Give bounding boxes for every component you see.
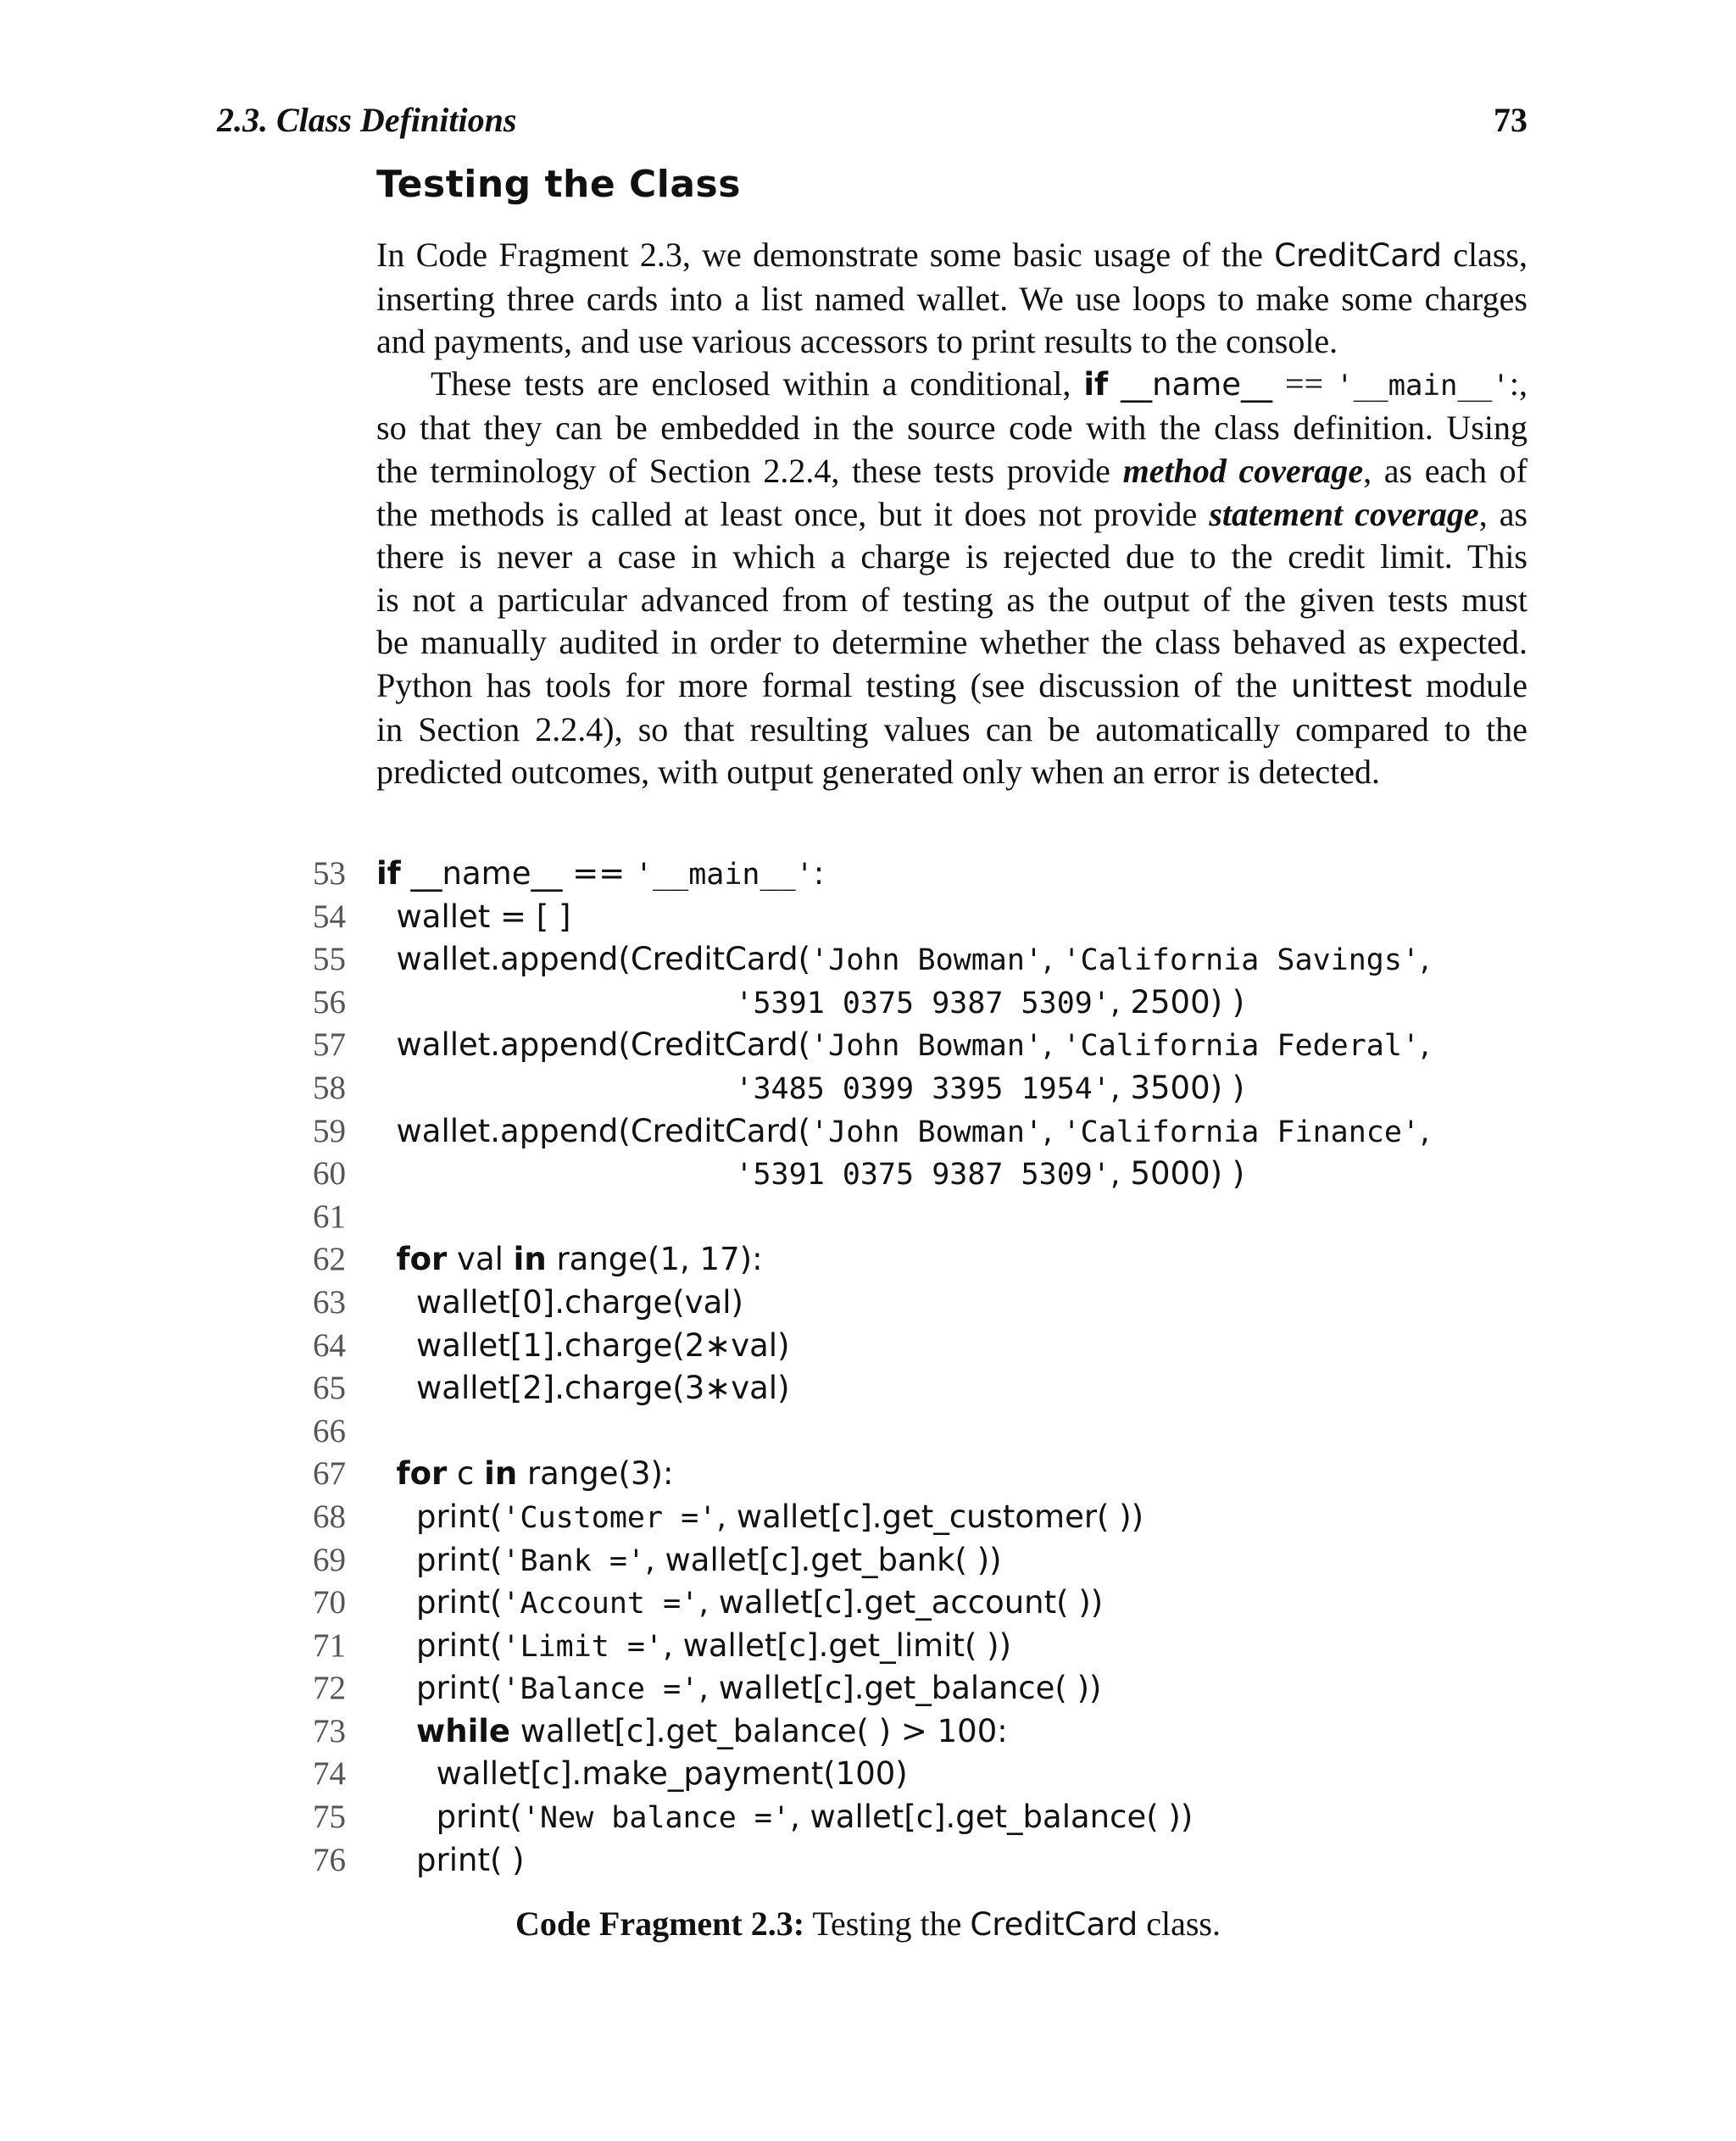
line-number: 76: [313, 1841, 346, 1878]
code-line: [288, 1410, 1560, 1454]
line-number: 73: [313, 1712, 346, 1749]
code-line: [288, 938, 1560, 982]
figure-caption: Code Fragment 2.3: Testing the CreditCard class.: [515, 1905, 1221, 1943]
code-line: [288, 1067, 1560, 1110]
paragraph-2-line-2: so that they can be embedded in the source code with the class definition. Using: [376, 409, 1527, 448]
line-number: 70: [313, 1584, 346, 1621]
line-number: 54: [313, 898, 346, 935]
code-text: print('New balance =', wallet[c].get_balance( )): [376, 1799, 1194, 1836]
code-line: [288, 1153, 1560, 1196]
code-text: print('Limit =', wallet[c].get_limit( )): [376, 1627, 1012, 1664]
code-line: [288, 1110, 1560, 1154]
paragraph-1: [376, 234, 1527, 364]
code-line: [288, 1625, 1560, 1668]
class-name-creditcard: CreditCard: [1274, 237, 1442, 274]
code-text: wallet[0].charge(val): [376, 1283, 743, 1321]
line-number: 67: [313, 1455, 346, 1493]
code-text: '3485 0399 3395 1954', 3500) ): [735, 1069, 1245, 1106]
caption-label: Code Fragment 2.3:: [515, 1905, 805, 1943]
code-text: wallet[1].charge(2∗val): [376, 1326, 790, 1364]
line-number: 61: [313, 1198, 346, 1235]
code-text: print('Bank =', wallet[c].get_bank( )): [376, 1541, 1002, 1578]
code-text: wallet[2].charge(3∗val): [376, 1370, 790, 1407]
code-text: wallet.append(CreditCard('John Bowman', 'California Federal',: [376, 1026, 1430, 1064]
line-number: 58: [313, 1069, 346, 1106]
paragraph-2-line-7: be manually audited in order to determine whether the class behaved as expected.: [376, 623, 1527, 662]
line-number: 63: [313, 1283, 346, 1321]
paragraph-2-line-9: in Section 2.2.4), so that resulting values can be automatically compared to the: [376, 709, 1527, 748]
code-text: wallet.append(CreditCard('John Bowman', 'California Savings',: [376, 941, 1430, 978]
paragraph-2-line-10: predicted outcomes, with output generated only when an error is detected.: [376, 753, 1381, 792]
term-method-coverage: method coverage: [1122, 451, 1364, 490]
paragraph-2-line-8: Python has tools for more formal testing (see discussion of the unittest module: [376, 665, 1527, 704]
term-statement-coverage: statement coverage: [1209, 494, 1479, 533]
code-text: print('Customer =', wallet[c].get_customer( )): [376, 1498, 1144, 1535]
paragraph-2-line-3: the terminology of Section 2.2.4, these tests provide method coverage, as each of: [376, 451, 1528, 490]
paragraph-2-line-4: the methods is called at least once, but it does not provide statement coverage, as: [376, 494, 1528, 533]
line-number: 66: [313, 1412, 346, 1449]
line-number: 65: [313, 1370, 346, 1407]
paragraph-1-line-3: and payments, and use various accessors to print results to the console.: [376, 322, 1338, 361]
section-title: Testing the Class: [376, 163, 741, 206]
code-text: if __name__ == '__main__':: [376, 855, 825, 892]
keyword-if: if: [1083, 365, 1109, 403]
dunder-name: __name__: [1121, 365, 1273, 403]
line-number: 56: [313, 983, 346, 1020]
code-line: [288, 1325, 1560, 1368]
paragraph-1-line-2: inserting three cards into a list named wallet. We use loops to make some charges: [376, 279, 1527, 318]
paragraph-2: [376, 363, 1527, 794]
code-line: [288, 1024, 1560, 1067]
module-unittest: unittest: [1290, 667, 1412, 704]
code-text: '5391 0375 9387 5309', 5000) ): [735, 1155, 1245, 1193]
code-line: [288, 1667, 1560, 1710]
code-line: [288, 1539, 1560, 1582]
line-number: 74: [313, 1755, 346, 1793]
line-number: 64: [313, 1326, 346, 1364]
code-text: while wallet[c].get_balance( ) > 100:: [416, 1712, 1008, 1749]
paragraph-2-line-6: is not a particular advanced from of testing as the output of the given tests must: [376, 580, 1527, 619]
code-line: [288, 1582, 1560, 1625]
code-line: [288, 1753, 1560, 1796]
code-line: [288, 982, 1560, 1025]
code-line: [288, 896, 1560, 939]
line-number: 57: [313, 1026, 346, 1064]
code-text: for val in range(1, 17):: [396, 1241, 763, 1278]
line-number: 59: [313, 1112, 346, 1149]
paragraph-2-line-5: there is never a case in which a charge is rejected due to the credit limit. This: [376, 537, 1527, 576]
caption-class-name: CreditCard: [970, 1906, 1138, 1943]
line-number: 55: [313, 941, 346, 978]
code-text: for c in range(3):: [396, 1455, 674, 1493]
page-number: 73: [1494, 101, 1527, 139]
code-text: print( ): [376, 1841, 525, 1878]
code-text: wallet = [ ]: [376, 898, 571, 935]
code-text: wallet.append(CreditCard('John Bowman', 'California Finance',: [376, 1112, 1430, 1149]
code-line: [288, 1710, 1560, 1754]
line-number: 53: [313, 855, 346, 892]
code-fragment: [288, 853, 1560, 1882]
paragraph-1-line-1: In Code Fragment 2.3, we demonstrate some basic usage of the CreditCard class,: [376, 236, 1527, 274]
line-number: 62: [313, 1241, 346, 1278]
code-text: print('Account =', wallet[c].get_account( )): [376, 1584, 1104, 1621]
code-text: print('Balance =', wallet[c].get_balance( )): [376, 1670, 1102, 1707]
main-string: '__main__': [1336, 368, 1510, 403]
code-line: [288, 1196, 1560, 1239]
code-line: [288, 1496, 1560, 1539]
line-number: 75: [313, 1799, 346, 1836]
running-head-section: 2.3. Class Definitions: [217, 101, 517, 139]
code-line: [288, 1453, 1560, 1496]
line-number: 69: [313, 1541, 346, 1578]
code-text: '5391 0375 9387 5309', 2500) ): [735, 983, 1245, 1020]
code-line: [288, 1282, 1560, 1325]
line-number: 68: [313, 1498, 346, 1535]
line-number: 72: [313, 1670, 346, 1707]
code-line: [288, 1238, 1560, 1282]
code-line: [288, 1839, 1560, 1882]
paragraph-2-line-1: These tests are enclosed within a conditional, if __name__ == '__main__':,: [431, 364, 1527, 403]
code-text: wallet[c].make_payment(100): [376, 1755, 908, 1793]
line-number: 60: [313, 1155, 346, 1193]
code-line: [288, 1796, 1560, 1839]
code-line: [288, 1367, 1560, 1410]
code-line: [288, 853, 1560, 896]
running-head: [217, 100, 1527, 151]
line-number: 71: [313, 1627, 346, 1664]
